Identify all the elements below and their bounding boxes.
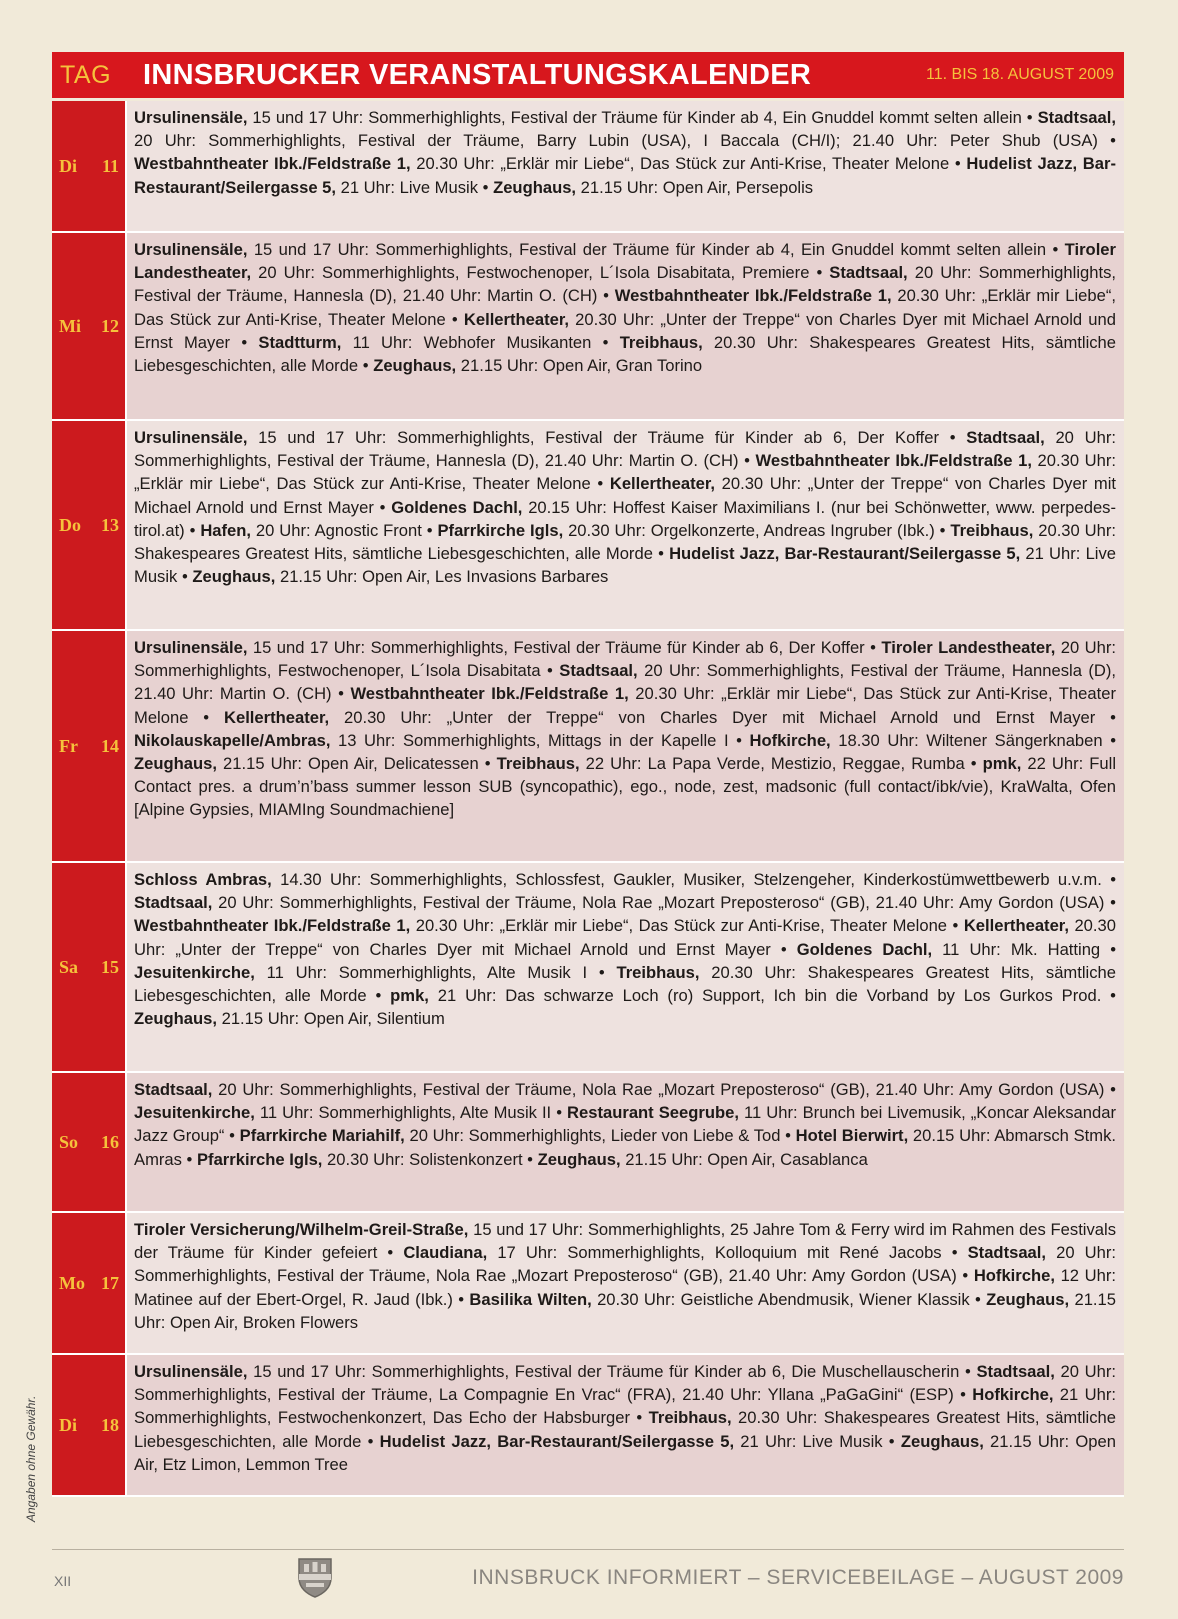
event-venue: Goldenes Dachl, <box>391 497 523 517</box>
event-venue: Zeughaus, <box>373 356 457 376</box>
weekday: Mo <box>59 1272 85 1293</box>
event-details: 11 Uhr: Mk. Hatting • <box>932 939 1116 959</box>
event-details: 14.30 Uhr: Sommerhighlights, Schlossfest, Gaukler, Musiker, Stelzengeher, Kinderkostümwettbewerb u.v.m. • <box>271 870 1116 889</box>
event-venue: Stadtsaal, <box>829 263 908 283</box>
event-venue: Ursulinensäle, <box>134 638 248 657</box>
event-venue: Zeughaus, <box>134 754 217 774</box>
event-details: 22 Uhr: Full Contact pres. a drum’n’bass summer lesson SUB (syncopathic), ego., node, zest, madsonic (full contact/ibk/vie), KraWalta, Ofen [Alpine Gypsies, MIAMIng Soundmachiene] <box>134 754 1117 820</box>
event-details: 20 Uhr: Sommerhighlights, Festival der Träume, Nola Rae „Mozart Preposteroso“ (GB), 21.40 Uhr: Amy Gordon (USA) • <box>212 1080 1116 1099</box>
event-venue: Ursulinensäle, <box>134 240 248 259</box>
footer-divider <box>52 1549 1124 1550</box>
day-events <box>127 233 1124 419</box>
weekday: Sa <box>59 956 79 977</box>
weekday: Di <box>59 155 77 176</box>
weekday: Di <box>59 1414 77 1435</box>
event-venue: Westbahntheater Ibk./Feldstraße 1, <box>755 451 1032 471</box>
event-venue: Schloss Ambras, <box>134 870 272 889</box>
event-venue: Hafen, <box>200 520 252 540</box>
page-number: XII <box>54 1573 72 1589</box>
event-details: 11 Uhr: Webhofer Musikanten • <box>341 332 620 352</box>
day-number: 17 <box>101 1272 119 1293</box>
event-details: 20 Uhr: Sommerhighlights, Lieder von Liebe & Tod • <box>404 1126 796 1146</box>
event-venue: Hotel Bierwirt, <box>795 1126 909 1146</box>
event-details: 20 Uhr: Agnostic Front • <box>251 520 438 540</box>
event-venue: Goldenes Dachl, <box>796 939 933 959</box>
event-details: 21 Uhr: Live Musik • <box>734 1431 901 1451</box>
event-venue: pmk, <box>982 754 1022 774</box>
event-details: 20.30 Uhr: Geistliche Abendmusik, Wiener Klassik • <box>591 1289 987 1309</box>
event-details: 20.30 Uhr: „Erklär mir Liebe“, Das Stück zur Anti-Krise, Theater Melone • <box>134 451 1116 494</box>
event-details: 11 Uhr: Sommerhighlights, Alte Musik I • <box>254 962 617 982</box>
event-details: 21 Uhr: Sommerhighlights, Festwochenkonzert, Das Echo der Habsburger • <box>134 1385 1116 1428</box>
event-venue: Zeughaus, <box>900 1431 984 1451</box>
event-venue: Treibhaus, <box>616 962 700 982</box>
day-label <box>52 1213 127 1353</box>
day-number: 12 <box>101 315 119 336</box>
event-details: 20.30 Uhr: „Erklär mir Liebe“, Das Stück zur Anti-Krise, Theater Melone • <box>134 684 1116 727</box>
weekday: So <box>59 1131 79 1152</box>
event-details: 20 Uhr: Sommerhighlights, Festwochenoper, L´Isola Disabitata • <box>134 638 1116 681</box>
event-venue: Zeughaus, <box>134 1009 217 1029</box>
event-venue: Kellertheater, <box>463 309 570 329</box>
day-label <box>52 101 127 231</box>
event-venue: Zeughaus, <box>192 567 276 587</box>
event-venue: Pfarrkirche Mariahilf, <box>239 1126 405 1146</box>
event-details: 21.15 Uhr: Open Air, Etz Limon, Lemmon Tree <box>134 1431 1116 1474</box>
event-details: 21.15 Uhr: Open Air, Persepolis <box>576 177 814 197</box>
event-details: 20 Uhr: Sommerhighlights, Festival der Träume, Hannesla (D), 21.40 Uhr: Martin O. (CH) • <box>134 428 1117 471</box>
event-details: 21.15 Uhr: Open Air, Delicatessen • <box>216 754 497 774</box>
day-events <box>127 101 1124 231</box>
event-details: 13 Uhr: Sommerhighlights, Mittags in der Kapelle I • <box>330 730 750 750</box>
event-venue: Stadtsaal, <box>1037 108 1116 127</box>
day-row <box>52 421 1124 631</box>
event-details: 20.15 Uhr: Abmarsch Stmk. Amras • <box>134 1126 1116 1169</box>
day-events <box>127 1213 1124 1353</box>
date-range: 11. BIS 18. AUGUST 2009 <box>926 66 1114 83</box>
event-venue: Hofkirche, <box>972 1385 1054 1405</box>
day-row <box>52 1355 1124 1497</box>
calendar-header <box>52 52 1124 98</box>
calendar-title: INNSBRUCKER VERANSTALTUNGSKALENDER <box>143 58 812 91</box>
event-venue: pmk, <box>390 986 429 1006</box>
disclaimer-sidenote: Angaben ohne Gewähr. <box>24 1395 38 1522</box>
day-row <box>52 863 1124 1073</box>
event-details: 20.30 Uhr: Orgelkonzerte, Andreas Ingruber (Ibk.) • <box>563 520 951 540</box>
event-details: 20.30 Uhr: „Unter der Treppe“ von Charles Dyer mit Michael Arnold und Ernst Mayer • <box>329 707 1116 727</box>
day-number: 11 <box>101 155 119 176</box>
event-details: 15 und 17 Uhr: Sommerhighlights, Festival der Träume für Kinder ab 6, Der Koffer • <box>247 638 882 657</box>
event-details: 17 Uhr: Sommerhighlights, Kolloquium mit René Jacobs • <box>487 1243 968 1263</box>
event-details: 20.30 Uhr: Shakespeares Greatest Hits, sämtliche Liebesgeschichten, alle Morde • <box>134 962 1116 1006</box>
event-venue: Stadtsaal, <box>976 1362 1055 1381</box>
day-row <box>52 233 1124 421</box>
day-row <box>52 101 1124 233</box>
event-venue: Hofkirche, <box>973 1266 1055 1286</box>
event-details: 20.30 Uhr: „Unter der Treppe“ von Charles Dyer mit Michael Arnold und Ernst Mayer • <box>134 309 1116 352</box>
event-venue: Tiroler Versicherung/Wilhelm-Greil-Straße, <box>134 1220 469 1239</box>
event-details: 18.30 Uhr: Wiltener Sängerknaben • <box>830 730 1116 750</box>
event-venue: Kellertheater, <box>963 916 1069 936</box>
event-venue: Stadtsaal, <box>559 661 638 681</box>
day-number: 15 <box>101 956 119 977</box>
event-venue: Kellertheater, <box>609 474 715 494</box>
event-venue: Tiroler Landestheater, <box>134 240 1116 283</box>
event-details: 20 Uhr: Sommerhighlights, Festival der Träume, Nola Rae „Mozart Preposteroso“ (GB), 21.40 Uhr: Amy Gordon (USA) • <box>134 1243 1117 1286</box>
event-details: 20.30 Uhr: Solistenkonzert • <box>322 1149 538 1169</box>
event-details: 20.30 Uhr: „Unter der Treppe“ von Charles Dyer mit Michael Arnold und Ernst Mayer • <box>134 474 1116 517</box>
event-details: 20 Uhr: Sommerhighlights, Festival der Träume, Nola Rae „Mozart Preposteroso“ (GB), 21.40 Uhr: Amy Gordon (USA) • <box>212 893 1116 913</box>
event-venue: Treibhaus, <box>950 520 1034 540</box>
day-events <box>127 863 1124 1071</box>
event-details: 21 Uhr: Live Musik • <box>134 544 1117 587</box>
event-details: 20.30 Uhr: „Erklär mir Liebe“, Das Stück zur Anti-Krise, Theater Melone • <box>410 916 964 936</box>
event-details: 15 und 17 Uhr: Sommerhighlights, 25 Jahre Tom & Ferry wird im Rahmen des Festivals der Träume für Kinder gefeiert • <box>134 1220 1117 1263</box>
event-venue: Ursulinensäle, <box>134 1362 248 1381</box>
event-venue: Claudiana, <box>403 1243 488 1263</box>
day-label <box>52 863 127 1071</box>
event-details: 15 und 17 Uhr: Sommerhighlights, Festival der Träume für Kinder ab 6, Die Muschellauscherin • <box>247 1362 977 1381</box>
event-venue: Pfarrkirche Igls, <box>196 1149 323 1169</box>
event-details: 21 Uhr: Live Musik • <box>336 177 494 197</box>
event-details: 20.30 Uhr: Shakespeares Greatest Hits, sämtliche Liebesgeschichten, alle Morde • <box>134 332 1117 376</box>
event-details: 11 Uhr: Brunch bei Livemusik, „Koncar Aleksandar Jazz Group“ • <box>134 1103 1116 1146</box>
footer-title: INNSBRUCK INFORMIERT – SERVICEBEILAGE – AUGUST 2009 <box>472 1566 1124 1589</box>
event-venue: Zeughaus, <box>537 1149 621 1169</box>
day-number: 16 <box>101 1131 119 1152</box>
day-events <box>127 421 1124 629</box>
event-details: 21.15 Uhr: Open Air, Broken Flowers <box>134 1289 1116 1332</box>
event-details: 12 Uhr: Matinee auf der Ebert-Orgel, R. Jaud (Ibk.) • <box>134 1266 1117 1309</box>
header-tag-label: TAG <box>60 60 112 89</box>
event-calendar-table <box>52 101 1124 1497</box>
event-details: 15 und 17 Uhr: Sommerhighlights, Festival der Träume für Kinder ab 6, Der Koffer • <box>247 428 967 447</box>
day-number: 14 <box>101 735 119 756</box>
event-venue: Treibhaus, <box>648 1408 732 1428</box>
event-venue: Hudelist Jazz, Bar-Restaurant/Seilergasse 5, <box>134 154 1116 197</box>
event-venue: Hudelist Jazz, Bar-Restaurant/Seilergasse 5, <box>669 544 1021 564</box>
event-venue: Westbahntheater Ibk./Feldstraße 1, <box>350 684 629 704</box>
event-venue: Westbahntheater Ibk./Feldstraße 1, <box>134 916 411 936</box>
event-details: 20 Uhr: Sommerhighlights, Festival der Träume, Hannesla (D), 21.40 Uhr: Martin O. (CH) • <box>134 263 1116 306</box>
weekday: Fr <box>59 735 78 756</box>
event-details: 15 und 17 Uhr: Sommerhighlights, Festival der Träume für Kinder ab 4, Ein Gnuddel kommt selten allein • <box>247 240 1065 259</box>
day-number: 18 <box>101 1414 119 1435</box>
event-venue: Zeughaus, <box>493 177 577 197</box>
weekday: Do <box>59 514 81 535</box>
event-venue: Nikolauskapelle/Ambras, <box>134 730 331 750</box>
event-venue: Ursulinensäle, <box>134 428 248 447</box>
event-details: 11 Uhr: Sommerhighlights, Alte Musik II • <box>254 1103 568 1123</box>
event-details: 21.15 Uhr: Open Air, Silentium <box>216 1009 445 1029</box>
day-label <box>52 631 127 861</box>
event-venue: Hofkirche, <box>749 730 831 750</box>
event-details: 21.15 Uhr: Open Air, Les Invasions Barbares <box>275 567 609 587</box>
event-details: 20.30 Uhr: Shakespeares Greatest Hits, sämtliche Liebesgeschichten, alle Morde • <box>134 520 1117 564</box>
event-details: 21 Uhr: Das schwarze Loch (ro) Support, Ich bin die Vorband by Los Gurkos Prod. • <box>428 986 1116 1006</box>
event-details: 20 Uhr: Sommerhighlights, Festival der Träume, Hannesla (D), 21.40 Uhr: Martin O. (CH) • <box>134 661 1116 704</box>
weekday: Mi <box>59 315 81 336</box>
event-details: 20 Uhr: Sommerhighlights, Festival der Träume, Barry Lubin (USA), I Baccala (CH/I); 21.40 Uhr: Peter Shub (USA) • <box>134 131 1116 151</box>
event-venue: Stadtsaal, <box>134 1080 213 1099</box>
event-details: 20 Uhr: Sommerhighlights, Festival der Träume, La Compagnie En Vrac“ (FRA), 21.40 Uhr: Yllana „PaGaGini“ (ESP) • <box>134 1362 1116 1405</box>
event-venue: Stadtsaal, <box>134 893 213 913</box>
innsbruck-crest-icon <box>296 1556 334 1603</box>
day-events <box>127 1355 1124 1495</box>
day-label <box>52 1355 127 1495</box>
event-details: 20.30 Uhr: „Erklär mir Liebe“, Das Stück zur Anti-Krise, Theater Melone • <box>410 154 967 174</box>
event-venue: Westbahntheater Ibk./Feldstraße 1, <box>614 286 892 306</box>
day-label <box>52 233 127 419</box>
event-venue: Kellertheater, <box>223 707 330 727</box>
event-details: 20.30 Uhr: „Erklär mir Liebe“, Das Stück zur Anti-Krise, Theater Melone • <box>134 286 1116 329</box>
event-details: 20.30 Uhr: „Unter der Treppe“ von Charles Dyer mit Michael Arnold und Ernst Mayer • <box>134 916 1116 959</box>
day-events <box>127 631 1124 861</box>
event-venue: Stadtturm, <box>258 332 342 352</box>
event-venue: Tiroler Landestheater, <box>881 638 1056 657</box>
event-details: 20.15 Uhr: Hoffest Kaiser Maximilians I. (nur bei Schönwetter, www. perpedes-tirol.at) • <box>134 497 1116 540</box>
day-row <box>52 1213 1124 1355</box>
event-details: 21.15 Uhr: Open Air, Casablanca <box>620 1149 868 1169</box>
event-details: 22 Uhr: La Papa Verde, Mestizio, Reggae, Rumba • <box>579 754 983 774</box>
event-venue: Zeughaus, <box>986 1289 1070 1309</box>
event-venue: Restaurant Seegrube, <box>567 1103 739 1123</box>
event-venue: Ursulinensäle, <box>134 108 248 127</box>
event-venue: Hudelist Jazz, Bar-Restaurant/Seilergasse 5, <box>379 1431 735 1451</box>
day-events <box>127 1073 1124 1211</box>
event-venue: Jesuitenkirche, <box>134 1103 255 1123</box>
day-row <box>52 1073 1124 1213</box>
event-venue: Westbahntheater Ibk./Feldstraße 1, <box>134 154 411 174</box>
event-details: 20.30 Uhr: Shakespeares Greatest Hits, sämtliche Liebesgeschichten, alle Morde • <box>134 1408 1116 1451</box>
event-venue: Stadtsaal, <box>966 428 1045 447</box>
event-venue: Jesuitenkirche, <box>134 962 255 982</box>
event-venue: Basilika Wilten, <box>469 1289 592 1309</box>
event-venue: Stadtsaal, <box>967 1243 1047 1263</box>
event-venue: Treibhaus, <box>496 754 580 774</box>
day-number: 13 <box>101 514 119 535</box>
event-details: 15 und 17 Uhr: Sommerhighlights, Festival der Träume für Kinder ab 4, Ein Gnuddel kommt selten allein • <box>247 108 1038 127</box>
day-label <box>52 1073 127 1211</box>
day-row <box>52 631 1124 863</box>
event-venue: Pfarrkirche Igls, <box>437 520 564 540</box>
day-label <box>52 421 127 629</box>
event-details: 20 Uhr: Sommerhighlights, Festwochenoper, L´Isola Disabitata, Premiere • <box>251 263 830 283</box>
event-venue: Treibhaus, <box>619 332 703 352</box>
event-details: 21.15 Uhr: Open Air, Gran Torino <box>456 356 703 376</box>
